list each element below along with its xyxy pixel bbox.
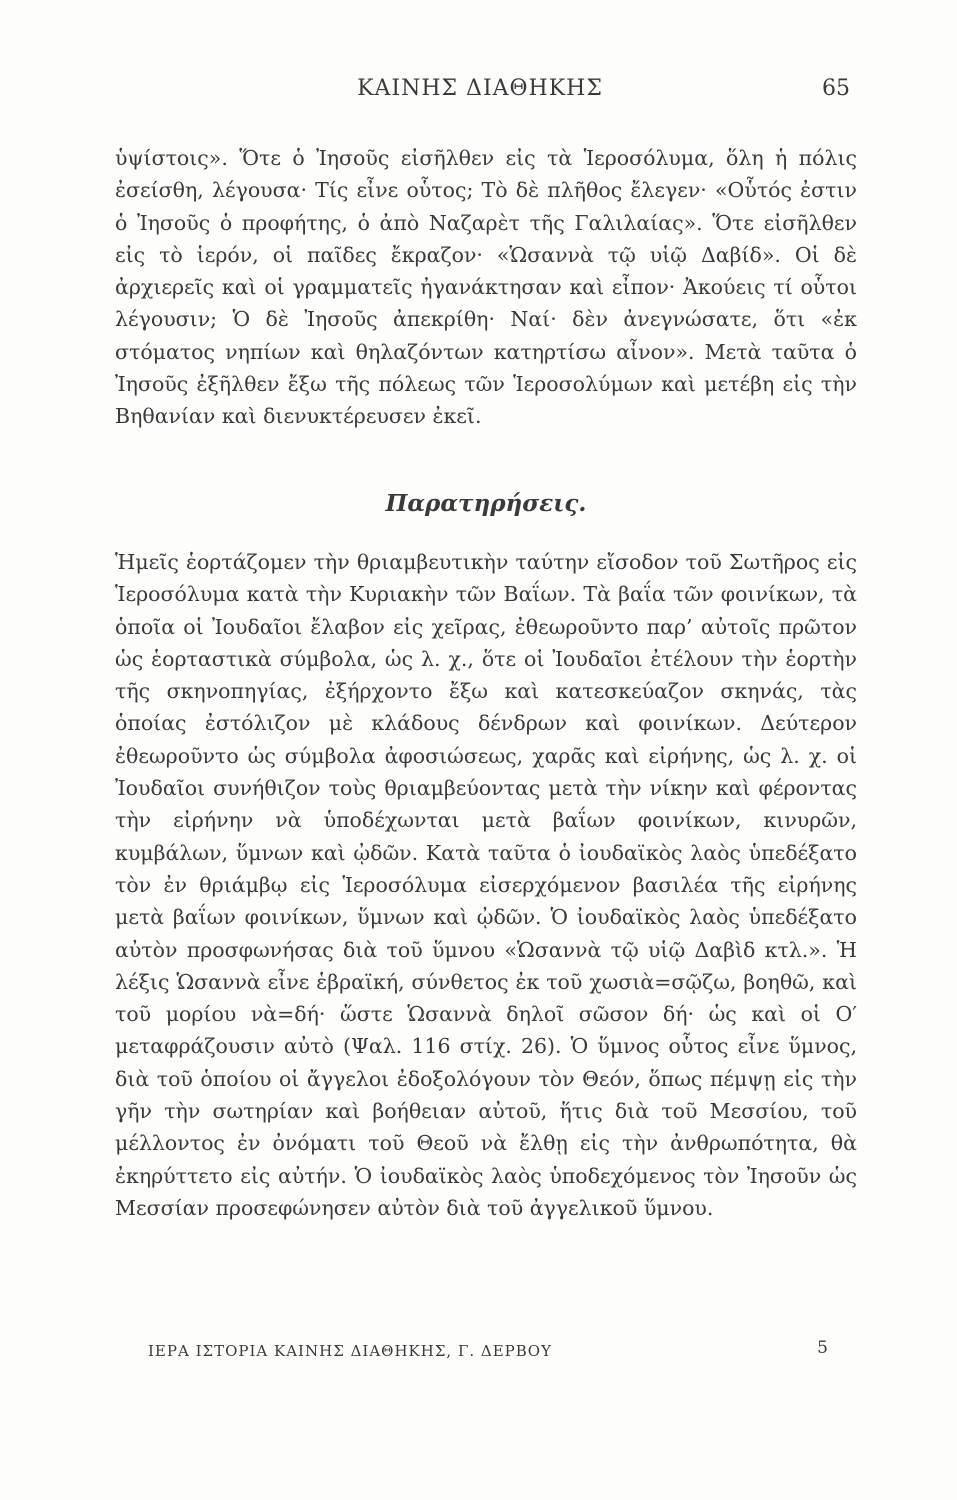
section-heading: Παρατηρήσεις. (385, 490, 587, 517)
signature-mark: 5 (817, 1338, 828, 1358)
gospel-passage: ὑψίστοις». Ὅτε ὁ Ἰησοῦς εἰσῆλθεν εἰς τὰ Ἱεροσόλυμα, ὅλη ἡ πόλις ἐσείσθη, λέγουσα· Τίς εἶνε οὗτος; Τὸ δὲ πλῆθος ἔλεγεν· «Οὗτός ἐστιν ὁ Ἰησοῦς ὁ προφήτης, ὁ ἀπὸ Ναζαρὲτ τῆς Γαλιλαίας». Ὅτε εἰσῆλθεν εἰς τὸ ἱερόν, οἱ παῖδες ἔκραζον· «Ὡσαννὰ τῷ υἱῷ Δαβίδ». Οἱ δὲ ἀρχιερεῖς καὶ οἱ γραμματεῖς ἠγανάκτησαν καὶ εἶπον· Ἀκούεις τί οὗτοι λέγουσιν; Ὁ δὲ Ἰησοῦς ἀπεκρίθη· Ναί· δὲν ἀνεγνώσατε, ὅτι «ἐκ στόματος νηπίων καὶ θηλαζόντων κατηρτίσω αἶνον». Μετὰ ταῦτα ὁ Ἰησοῦς ἐξῆλθεν ἔξω τῆς πόλεως τῶν Ἱεροσολύμων καὶ μετέβη εἰς τὴν Βηθανίαν καὶ διενυκτέρευσεν ἐκεῖ. (115, 146, 857, 429)
page-footer (148, 1338, 828, 1372)
footer-book-title: ΙΕΡΑ ΙΣΤΟΡΙΑ ΚΑΙΝΗΣ ΔΙΑΘΗΚΗΣ, Γ. ΔΕΡΒΟΥ (148, 1342, 553, 1360)
running-title: ΚΑΙΝΗΣ ΔΙΑΘΗΚΗΣ (357, 76, 603, 101)
observations-paragraph: Ἡμεῖς ἑορτάζομεν τὴν θριαμβευτικὴν ταύτην εἴσοδον τοῦ Σωτῆρος εἰς Ἱεροσόλυμα κατὰ τὴν Κυριακὴν τῶν Βαΐων. Τὰ βαΐα τῶν φοινίκων, τὰ ὁποῖα οἱ Ἰουδαῖοι ἔλαβον εἰς χεῖρας, ἐθεωροῦντο παρ’ αὐτοῖς πρῶτον ὡς ἑορταστικὰ σύμβολα, ὡς λ. χ., ὅτε οἱ Ἰουδαῖοι ἐτέλουν τὴν ἑορτὴν τῆς σκηνοπηγίας, ἐξήρχοντο ἔξω καὶ κατεσκεύαζον σκηνάς, τὰς ὁποίας ἐστόλιζον μὲ κλάδους δένδρων καὶ φοινίκων. Δεύτερον ἐθεωροῦντο ὡς σύμβολα ἀφοσιώσεως, χαρᾶς καὶ εἰρήνης, ὡς λ. χ. οἱ Ἰουδαῖοι συνήθιζον τοὺς θριαμβεύοντας μετὰ τὴν νίκην καὶ φέροντας τὴν εἰρήνην νὰ ὑποδέχωνται μετὰ βαΐων φοινίκων, κινυρῶν, κυμβάλων, ὕμνων καὶ ᾠδῶν. Κατὰ ταῦτα ὁ ἰουδαϊκὸς λαὸς ὑπεδέξατο τὸν ἐν θριάμβῳ εἰς Ἱεροσόλυμα εἰσερχόμενον βασιλέα τῆς εἰρήνης μετὰ βαΐων φοινίκων, ὕμνων καὶ ᾠδῶν. Ὁ ἰουδαϊκὸς λαὸς ὑπεδέξατο αὐτὸν προσφωνήσας διὰ τοῦ ὕμνου «Ὡσαννὰ τῷ υἱῷ Δαβὶδ κτλ.». Ἡ λέξις Ὡσαννὰ εἶνε ἑβραϊκή, σύνθετος ἐκ τοῦ χωσιὰ=σῷζω, βοηθῶ, καὶ τοῦ μορίου νὰ=δή· ὥστε Ὡσαννὰ δηλοῖ σῶσον δή· ὡς καὶ οἱ Ο′ μεταφράζουσιν αὐτὸ (Ψαλ. 116 στίχ. 26). Ὁ ὕμνος οὗτος εἶνε ὕμνος, διὰ τοῦ ὁποίου οἱ ἄγγελοι ἐδοξολόγουν τὸν Θεόν, ὅπως πέμψῃ εἰς τὴν γῆν τὴν σωτηρίαν καὶ βοήθειαν αὐτοῦ, ἥτις διὰ τοῦ Μεσσίου, τοῦ μέλλοντος ἐν ὀνόματι τοῦ Θεοῦ νὰ ἔλθῃ εἰς τὴν ἀνθρωπότητα, θὰ ἐκηρύττετο εἰς αὐτήν. Ὁ ἰουδαϊκὸς λαὸς ὑποδεχόμενος τὸν Ἰησοῦν ὡς Μεσσίαν προσεφώνησεν αὐτὸν διὰ τοῦ ἀγγελικοῦ ὕμνου. (115, 550, 857, 1220)
page-number: 65 (822, 76, 850, 101)
running-head (110, 76, 850, 112)
